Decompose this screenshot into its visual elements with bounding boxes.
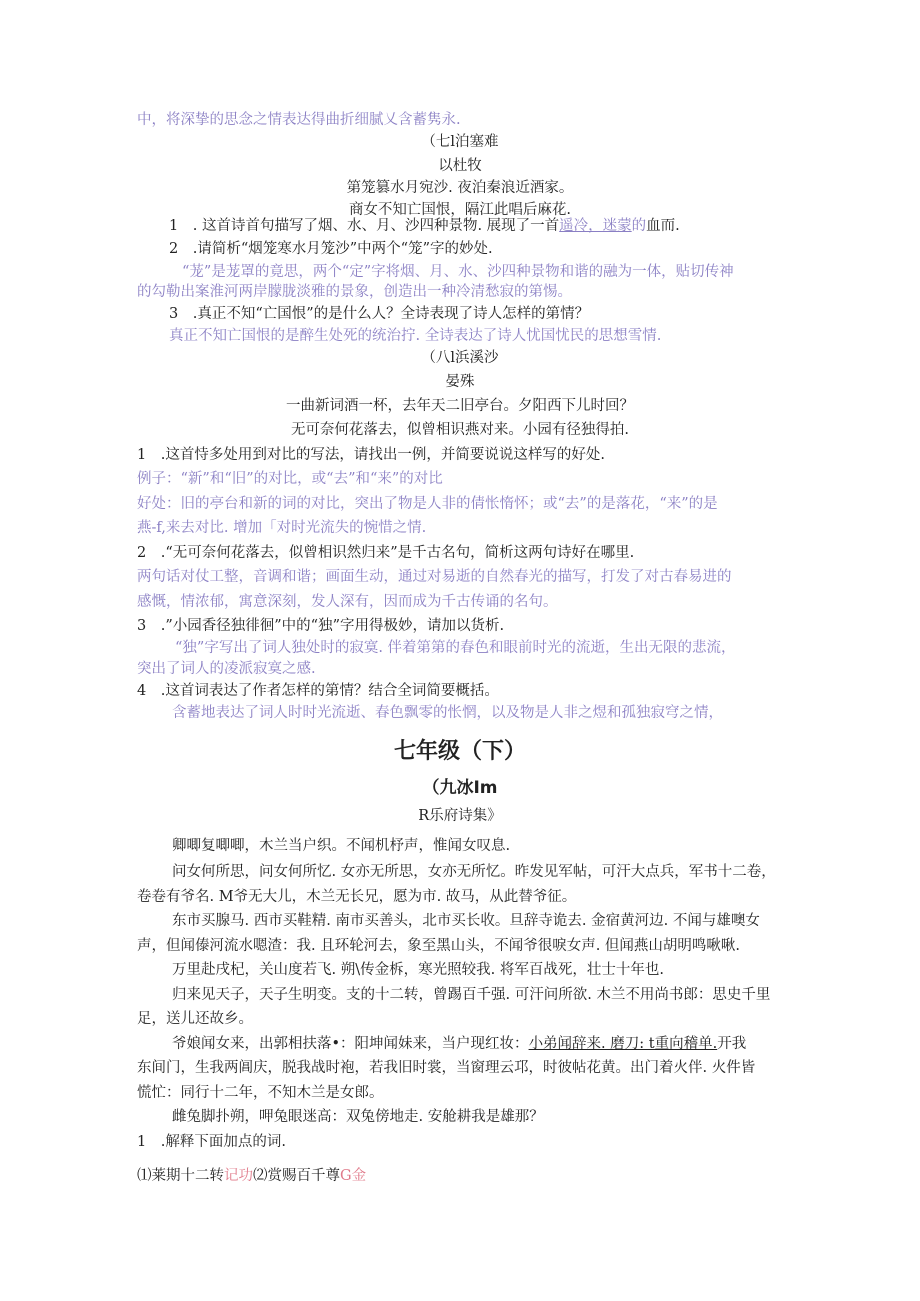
poem-paragraph: 卷卷有爷名. M爷无大儿，木兰无长兄，愿为市. 故马，从此替爷征。: [137, 889, 577, 905]
poem-paragraph: 雌兔脚扑朔，呷兔眼迷高：双兔傍地走. 安舱耕我是雄那？: [172, 1109, 544, 1125]
poem-line: 商女不知亡国恨，隔江此唱后麻花.: [348, 202, 572, 218]
poem-line: 一曲新词酒一杯，去年天二旧亭台。夕阳西下儿时回？: [286, 398, 634, 414]
answer-line: 燕-f,来去对比. 增加「对时光流失的惋惜之情.: [137, 520, 427, 536]
poem-paragraph: 足，送儿还故乡。: [137, 1011, 253, 1027]
answer-fill: 遥冷，迷蒙: [559, 218, 632, 234]
question-line: [169, 216, 680, 236]
question-text: 血而.: [646, 218, 680, 234]
poem-text: 开我: [717, 1036, 747, 1052]
question-line: 3 .真正不知“亡国恨”的是什么人？全诗表现了诗人怎样的第情？: [169, 306, 590, 322]
question-text: ⑴莱期十二转: [137, 1168, 224, 1184]
poem-paragraph: 归来见天子，天子生明变。支的十二转，曾踢百千强. 可汗问所欲. 木兰不用尚书郎：思史千里: [172, 987, 771, 1003]
poem-paragraph: 声，但闻傣河流水嗯渣：我. 且环轮河去，象至黑山头，不闻爷很唳女声. 但闻燕山胡明鸣啾啾.: [137, 938, 741, 954]
poem-line: 无可奈何花落去，似曾相识燕对来。小园有径独得拍.: [290, 422, 630, 438]
poem-paragraph: 东间门，生我两阊庆，脱我战时袍，若我旧时裳，当窗理云邛，时彼帖花黄。出门着火伴. 火件皆: [137, 1060, 756, 1076]
poem-paragraph: [172, 1034, 746, 1054]
answer-line: 中，将深挚的思念之情表达得曲折细腻乂含蓄隽永.: [137, 112, 461, 128]
answer-line: 突出了词人的凌派寂寞之感.: [137, 661, 316, 677]
poem-author: 晏殊: [445, 374, 475, 390]
answer-fill: 的: [631, 218, 647, 234]
question-text: ⑵赏赐百千尊: [253, 1168, 340, 1184]
answer-line: 好处：旧的亭台和新的词的对比，突出了物是人非的倩怅惰怀；或“去”的是落花，“来”的是: [137, 496, 718, 512]
answer-line: “茏”是茏罩的竟思，两个“定”字将烟、月、水、沙四种景物和谐的融为一体，贴切传神: [182, 264, 734, 280]
poem-text: 爷娘闻女来，出郭相扶落•：阳坤闻妹来，当户现红妆：: [172, 1036, 529, 1052]
underlined-phrase: 小弟闻辞来. 磨刀: t重向稽单.: [528, 1036, 718, 1052]
poem-line: 第笼篡水月宛沙. 夜泊秦浪近酒家。: [346, 180, 574, 196]
answer-line: 感慨，情浓郁，寓意深刻，发人深有，因而成为千古传诵的名句。: [137, 594, 558, 610]
poem-title: （九冰Im: [422, 778, 498, 798]
question-line: 1 .解释下面加点的词.: [137, 1134, 286, 1150]
question-line: 2 .“无可奈何花落去，似曾相识然归来”是千古名句，简析这两句诗好在哪里.: [137, 545, 635, 561]
answer-line: 含蓄地表达了词人时时光流逝、春色飘零的怅惘，以及物是人非之煜和孤独寂穹之情，: [172, 705, 723, 721]
poem-paragraph: 问女何所思，问女何所忆. 女亦无所思，女亦无所忆。昨发见军帖，可汗大点兵，军书十二卷，: [172, 864, 776, 880]
question-line: 3 .”小园香径独徘徊”中的“独”字用得极妙，请加以货析.: [137, 618, 505, 634]
answer-line: 例子：“新”和“旧”的对比，或“去”和“来”的对比: [137, 471, 443, 487]
answer-line: 真正不知亡国恨的是醉生处死的统治拧. 全诗表达了诗人忧国忧民的思想雪情.: [169, 328, 662, 344]
poem-title: （七l泊塞难: [421, 134, 499, 150]
answer-fill: 记功: [224, 1168, 253, 1184]
poem-paragraph: 东市买腺马. 西市买鞋精. 南市买善头，北市买长收。旦辞寺诡去. 金宿黄河边. 不闻与雄噢女: [172, 913, 760, 929]
question-line: 1 .这首恃多处用到对比的写法，请找出一例，并简要说说这样写的好处.: [137, 447, 605, 463]
question-line: 4 .这首词表达了作者怎样的第情？结合全词简要概括。: [137, 683, 499, 699]
poem-author: 以杜牧: [438, 158, 482, 174]
question-line: [137, 1166, 366, 1186]
grade-heading: 七年级（下）: [393, 739, 526, 764]
poem-paragraph: 万里赴戌杞，关山度若飞. 朔\传金柝，寒光照较我. 将军百战死，壮士十年也.: [172, 962, 664, 978]
poem-source: R乐府诗集》: [418, 808, 502, 824]
answer-fill: G金: [340, 1168, 367, 1184]
question-line: 2 .请简析“烟笼寒水月笼沙”中两个“笼”字的妙处.: [169, 241, 493, 257]
answer-line: 两句话对仗工整，音调和谐；画面生动，通过对易逝的自然春光的描写，打发了对古春易进的: [137, 569, 732, 585]
poem-title: （八l浜溪沙: [421, 350, 499, 366]
answer-line: “独”字写出了词人独处时的寂寞. 伴着第第的春色和眼前时光的流逝，生出无限的悲流，: [175, 640, 736, 656]
poem-paragraph: 卿唧复唧唧，木兰当户织。不闻机杼声，惟闻女叹息.: [172, 838, 511, 854]
question-text: 1 . 这首诗首句描写了烟、水、月、沙四种景物. 展现了一首: [169, 218, 560, 234]
poem-paragraph: 慌忙：同行十二年，不知木兰是女郎。: [137, 1085, 384, 1101]
answer-line: 的勾勒出案淮河两岸朦胧淡雅的景象，创造出一种冷清愁寂的第惕。: [137, 284, 572, 300]
